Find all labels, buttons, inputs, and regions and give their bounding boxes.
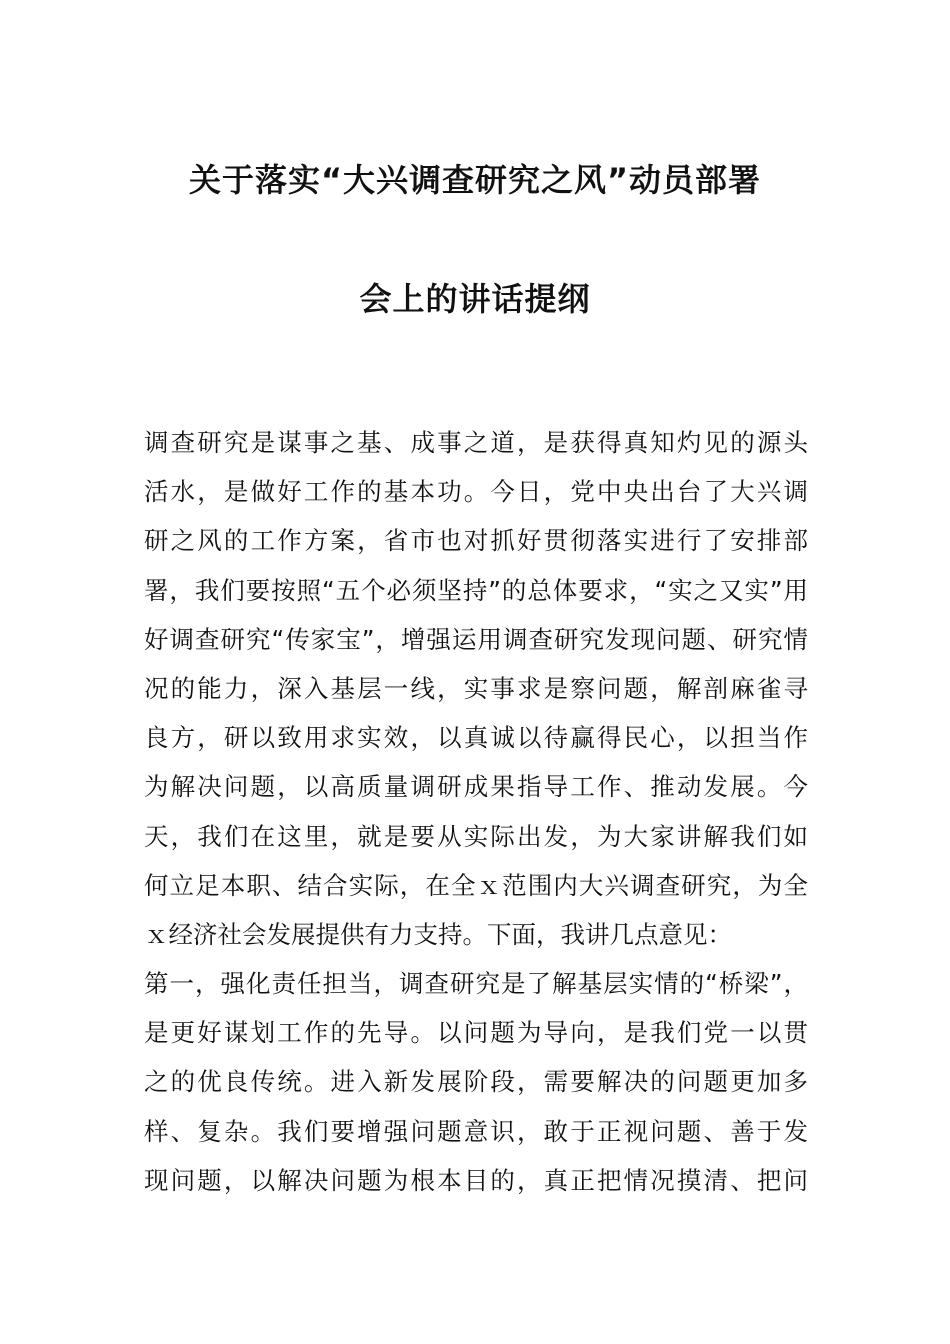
body-line: 何立足本职、结合实际，在全ｘ范围内大兴调查研究，为全 <box>144 870 808 900</box>
body-line: ｘ经济社会发展提供有力支持。下面，我讲几点意见： <box>144 919 732 949</box>
body-line: 活水，是做好工作的基本功。今日，党中央出台了大兴调 <box>144 477 808 507</box>
body-line: 天，我们在这里，就是要从实际出发，为大家讲解我们如 <box>144 821 808 851</box>
body-line: 况的能力，深入基层一线，实事求是察问题，解剖麻雀寻 <box>144 673 808 703</box>
body-line: 为解决问题，以高质量调研成果指导工作、推动发展。今 <box>144 772 808 802</box>
body-line: 样、复杂。我们要增强问题意识，敢于正视问题、善于发 <box>144 1116 808 1146</box>
body-line: 署，我们要按照“五个必须坚持”的总体要求，“实之又实”用 <box>144 575 808 605</box>
document-title-line-2: 会上的讲话提纲 <box>359 280 591 318</box>
body-line: 之的优良传统。进入新发展阶段，需要解决的问题更加多 <box>144 1067 808 1097</box>
document-title-line-1: 关于落实“大兴调查研究之风”动员部署 <box>188 161 762 199</box>
body-line: 调查研究是谋事之基、成事之道，是获得真知灼见的源头 <box>144 428 808 457</box>
body-line: 是更好谋划工作的先导。以问题为导向，是我们党一以贯 <box>144 1018 808 1048</box>
document-body <box>144 418 808 1205</box>
body-line: 第一，强化责任担当，调查研究是了解基层实情的“桥梁”， <box>144 969 808 999</box>
body-line: 研之风的工作方案，省市也对抓好贯彻落实进行了安排部 <box>144 526 808 556</box>
body-line: 好调查研究“传家宝”，增强运用调查研究发现问题、研究情 <box>144 624 808 654</box>
body-line: 现问题，以解决问题为根本目的，真正把情况摸清、把问 <box>144 1165 808 1195</box>
body-line: 良方，研以致用求实效，以真诚以待赢得民心，以担当作 <box>144 723 808 753</box>
